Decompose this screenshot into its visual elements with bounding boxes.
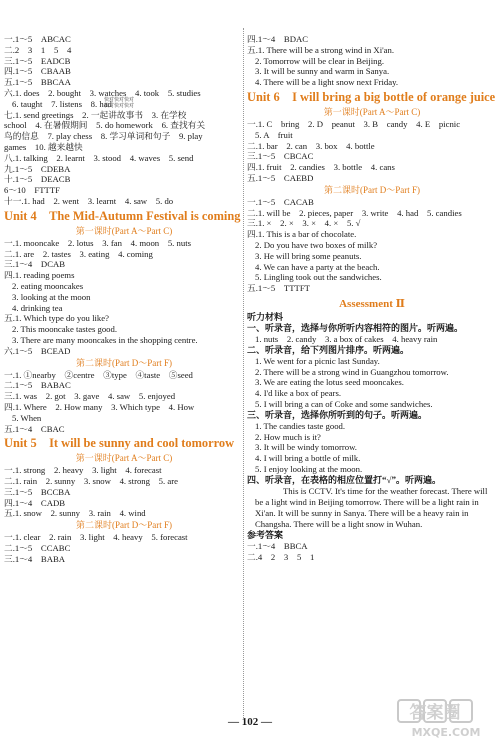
answer-line: 2. How much is it? — [255, 431, 321, 442]
answer-line: 1. nuts 2. candy 3. a box of cakes 4. heavy rain — [255, 333, 438, 344]
answer-line: 十.1～5 DEACB — [4, 174, 71, 185]
answer-line: 四.1～5 CBAAB — [4, 66, 71, 77]
answer-line: 2. eating mooncakes — [12, 280, 84, 291]
answer-line: 1. We went for a picnic last Sunday. — [255, 355, 380, 366]
question2-heading: 二、听录音，给下列图片排序。听两遍。 — [247, 344, 410, 355]
answer-line: 四.1. This is a bar of chocolate. — [247, 229, 357, 240]
answer-line: 五.1. snow 2. sunny 3. rain 4. wind — [4, 508, 146, 519]
answer-line: 3. He will bring some peanuts. — [255, 250, 362, 261]
answer-line: 一.1. ①nearby ②centre ③type ④taste ⑤seed — [4, 369, 193, 380]
answer-line: 三.1～4 BABA — [4, 553, 66, 564]
answer-line: 二.4 2 3 5 1 — [247, 551, 315, 562]
answer-line: 二.1. will be 2. pieces, paper 3. write 4. had 5. candies — [247, 207, 462, 218]
answer-line: 七.1. send greetings 2. 一起讲故事书 3. 在学校 — [4, 109, 187, 120]
question1-heading: 一、听录音，选择与你所听内容相符的图片。听两遍。 — [247, 322, 464, 333]
answer-line: 三.1. was 2. got 3. gave 4. saw 5. enjoyed — [4, 391, 176, 402]
answer-line: 一.1～4 BBCA — [247, 540, 308, 551]
question3-lines — [247, 421, 497, 475]
answer-line: 五.1～5 BBCAA — [4, 77, 71, 88]
answer-line: 4. We can have a party at the beach. — [255, 261, 380, 272]
answer-line: 四.1. fruit 2. candies 3. bottle 4. cans — [247, 162, 395, 173]
answer-line: 5. Lingling took out the sandwiches. — [255, 272, 382, 283]
answer-line: 一.1. mooncake 2. lotus 3. fan 4. moon 5. nuts — [4, 237, 192, 248]
answer-line: 二.1. bar 2. can 3. box 4. bottle — [247, 140, 375, 151]
unit6-lesson1-heading: 第一课时(Part A～Part C) — [323, 106, 421, 117]
assessment-title: Assessment Ⅱ — [339, 297, 405, 310]
unit6-lesson1-answers — [247, 119, 497, 184]
answer-line: 5. I enjoy looking at the moon. — [255, 463, 363, 474]
answer-line: 4. There will be a light snow next Friday. — [255, 77, 399, 88]
answer-line: 六.1. does 2. bought 3. watches 4. took 5. studies — [4, 87, 201, 98]
answer-line: 四.1～4 CADB — [4, 497, 66, 508]
listening-title: 听力材料 — [247, 311, 284, 322]
answer-line: 3. It will be sunny and warm in Sanya. — [255, 66, 390, 77]
question2-lines — [247, 356, 497, 410]
unit5-lesson2-answers — [4, 532, 244, 564]
answer-line: 二.2 3 1 5 4 — [4, 44, 72, 55]
answer-line: 一.1～5 CACAB — [247, 196, 314, 207]
answer-line: 4. I will bring a bottle of milk. — [255, 453, 361, 464]
unit6-lesson2-answers — [247, 197, 497, 294]
unit4-lesson2-heading: 第二课时(Part D～Part F) — [76, 357, 172, 368]
watermark-top-text: 答案圈 — [409, 703, 461, 723]
answer-line: 5. I will bring a can of Coke and some sandwiches. — [255, 398, 433, 409]
margin-handwritten-note — [104, 98, 154, 110]
answer-line: 一.1. strong 2. heavy 3. light 4. forecast — [4, 465, 162, 476]
answer-line: 三.1～5 BCCBA — [4, 486, 71, 497]
right-column — [247, 0, 497, 562]
answer-line: 三.1. × 2. × 3. × 4. × 5. √ — [247, 218, 361, 229]
unit4-title: Unit 4 The Mid-Autumn Festival is coming — [4, 208, 241, 223]
answer-line: 一.1. clear 2. rain 3. light 4. heavy 5. forecast — [4, 532, 188, 543]
answer-line: 二.1～5 CCABC — [4, 543, 71, 554]
answer-line: games 10. 越来越快 — [4, 141, 83, 152]
answer-line: 二.1～5 BABAC — [4, 380, 71, 391]
answer-line: 一.1. C bring 2. D peanut 3. B candy 4. E picnic — [247, 118, 461, 129]
answer-line: 三.1～4 DCAB — [4, 259, 66, 270]
page-number: — 102 — — [228, 716, 272, 728]
answer-line: 二.1. are 2. tastes 3. eating 4. coming — [4, 248, 153, 259]
answer-line: 3. looking at the moon — [12, 291, 91, 302]
weather-forecast-paragraph: This is CCTV. It's time for the weather forecast. There will be a light wind in Beijing tomorrow. There will be a light rain in Xi'an. It will be sunny in Sanya. There will be a heavy rain in Changsha. There will be a light snow in Wuhan. — [255, 485, 488, 529]
unit5-title: Unit 5 It will be sunny and cool tomorrow — [4, 436, 235, 451]
answer-line: 3. There are many mooncakes in the shopping centre. — [12, 334, 198, 345]
watermark-logo-graphic — [396, 698, 496, 740]
answer-line: 八.1. talking 2. learnt 3. stood 4. waves 5. send — [4, 152, 194, 163]
answer-line: 九.1～5 CDEBA — [4, 163, 71, 174]
left-block1 — [4, 34, 244, 88]
question4-heading: 四、听录音，在表格的相应位置打“√”。听两遍。 — [247, 474, 441, 485]
answer-lines — [247, 541, 497, 563]
watermark-bottom-text: MXQE.COM — [411, 726, 481, 739]
answer-line: 五.1. Which type do you like? — [4, 313, 109, 324]
answer-line: 五.1～4 CBAC — [4, 423, 65, 434]
answer-line: 五.1～5 CAEBD — [247, 172, 314, 183]
answer-line: 鸟的信息 7. play chess 8. 学习单词和句子 9. play — [4, 131, 203, 142]
unit4-lesson1-heading: 第一课时(Part A～Part C) — [75, 225, 173, 236]
answer-line: 6～10 FTTTF — [4, 185, 60, 196]
unit4-lesson1-answers — [4, 238, 244, 357]
answer-line: 四.1～4 BDAC — [247, 34, 309, 44]
unit6-title: Unit 6 I will bring a big bottle of orange juice — [247, 89, 496, 104]
unit5-lesson2-heading: 第二课时(Part D～Part F) — [76, 520, 172, 531]
question1-lines — [247, 334, 497, 345]
answers-title: 参考答案 — [247, 529, 284, 540]
answer-line: 六.1～5 BCEAD — [4, 345, 71, 356]
unit6-lesson2-heading: 第二课时(Part D～Part F) — [324, 184, 420, 195]
answer-line: 十一.1. had 2. went 3. learnt 4. saw 5. do — [4, 195, 174, 206]
answer-line: 四.1. reading poems — [4, 270, 75, 281]
answer-line: 3. It will be windy tomorrow. — [255, 442, 357, 453]
answer-line: 二.1. rain 2. sunny 3. snow 4. strong 5. are — [4, 476, 178, 487]
answer-line: 6. taught 7. listens 8. had — [12, 98, 112, 109]
answer-line: 2. Do you have two boxes of milk? — [255, 239, 378, 250]
answer-line: school 4. 在暑假期间 5. do homework 6. 查找有关 — [4, 120, 206, 131]
answer-line: 三.1～5 EADCB — [4, 55, 71, 66]
watermark-logo — [396, 698, 496, 740]
answer-line: 2. There will be a strong wind in Guangzhou tomorrow. — [255, 366, 449, 377]
answer-line: 2. This mooncake tastes good. — [12, 324, 118, 335]
answer-line: 5. When — [12, 412, 42, 423]
answer-line: 4. I'd like a box of pears. — [255, 388, 342, 399]
answer-line: 三.1～5 CBCAC — [247, 151, 314, 162]
answer-line: 一.1～5 ABCAC — [4, 34, 71, 44]
answer-line: 2. Tomorrow will be clear in Beijing. — [255, 55, 385, 66]
answer-line: 四.1. Where 2. How many 3. Which type 4. How — [4, 401, 195, 412]
margin-note-line: 快对快对快对 — [104, 98, 135, 103]
question3-heading: 三、听录音，选择你所听到的句子。听两遍。 — [247, 409, 428, 420]
left-column — [4, 0, 244, 565]
answer-line: 3. We are eating the lotus seed mooncakes. — [255, 377, 404, 388]
answer-line: 4. drinking tea — [12, 302, 63, 313]
unit4-lesson2-answers — [4, 370, 244, 435]
answer-line: 五.1～5 TTTFT — [247, 283, 310, 294]
answer-line: 五.1. There will be a strong wind in Xi'an. — [247, 44, 395, 55]
answer-line: 1. The candies taste good. — [255, 420, 346, 431]
unit5-lesson1-answers — [4, 465, 244, 519]
answer-line: 5. A fruit — [255, 129, 293, 140]
right-block1 — [247, 34, 497, 88]
margin-note-line: 快对快对快对 — [104, 104, 135, 109]
unit5-lesson1-heading: 第一课时(Part A～Part C) — [75, 453, 173, 464]
